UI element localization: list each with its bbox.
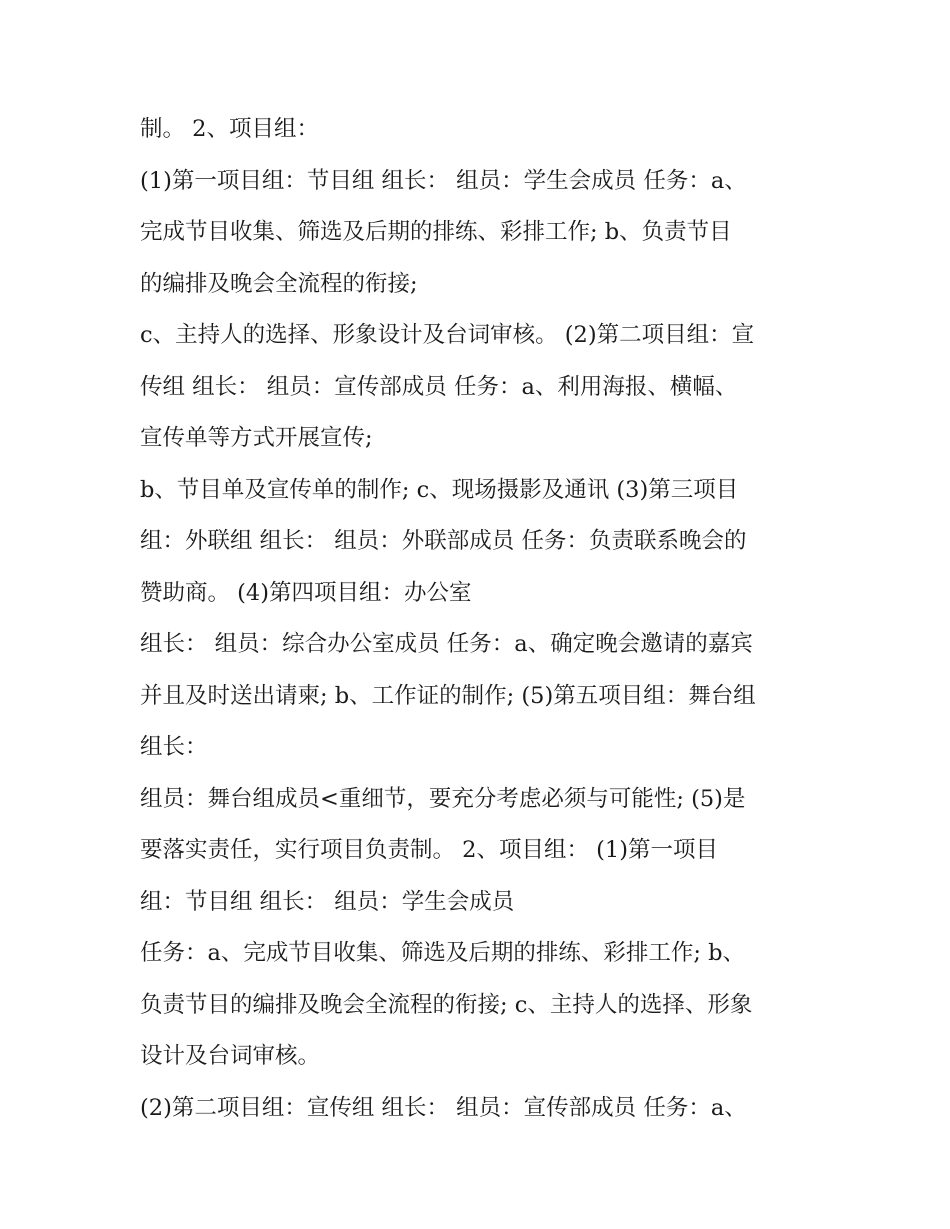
text-line: b、节目单及宣传单的制作; c、现场摄影及通讯 (3)第三项目	[140, 476, 739, 503]
document-body	[140, 104, 820, 1134]
text-line: 制。 2、项目组：	[140, 116, 319, 142]
text-line: 的编排及晚会全流程的衔接;	[140, 270, 418, 297]
text-line: 赞助商。 (4)第四项目组：办公室	[140, 579, 472, 606]
text-line: 要落实责任，实行项目负责制。 2、项目组： (1)第一项目	[140, 837, 718, 863]
text-line: 宣传单等方式开展宣传;	[140, 425, 373, 451]
text-line: 组：外联组 组长： 组员：外联部成员 任务：负责联系晚会的	[140, 528, 747, 554]
text-line: 组长：	[140, 734, 208, 760]
text-line: 组长： 组员：综合办公室成员 任务：a、确定晚会邀请的嘉宾	[140, 631, 753, 657]
text-line: 并且及时送出请柬; b、工作证的制作; (5)第五项目组：舞台组	[140, 682, 756, 709]
text-line: 负责节目的编排及晚会全流程的衔接; c、主持人的选择、形象	[140, 991, 753, 1018]
text-line: 传组 组长： 组员：宣传部成员 任务：a、利用海报、横幅、	[140, 373, 738, 400]
text-line: 完成节目收集、筛选及后期的排练、彩排工作; b、负责节目	[140, 219, 732, 245]
text-line: 任务：a、完成节目收集、筛选及后期的排练、彩排工作; b、	[140, 940, 746, 966]
text-line: 组：节目组 组长： 组员：学生会成员	[140, 888, 515, 915]
text-line: (1)第一项目组：节目组 组长： 组员：学生会成员 任务：a、	[140, 167, 747, 194]
text-line: 组员：舞台组成员<重细节，要充分考虑必须与可能性; (5)是	[140, 785, 746, 812]
text-line: (2)第二项目组：宣传组 组长： 组员：宣传部成员 任务：a、	[140, 1094, 747, 1121]
text-line: c、主持人的选择、形象设计及台词审核。 (2)第二项目组：宣	[140, 322, 755, 348]
text-line: 设计及台词审核。	[140, 1043, 321, 1069]
